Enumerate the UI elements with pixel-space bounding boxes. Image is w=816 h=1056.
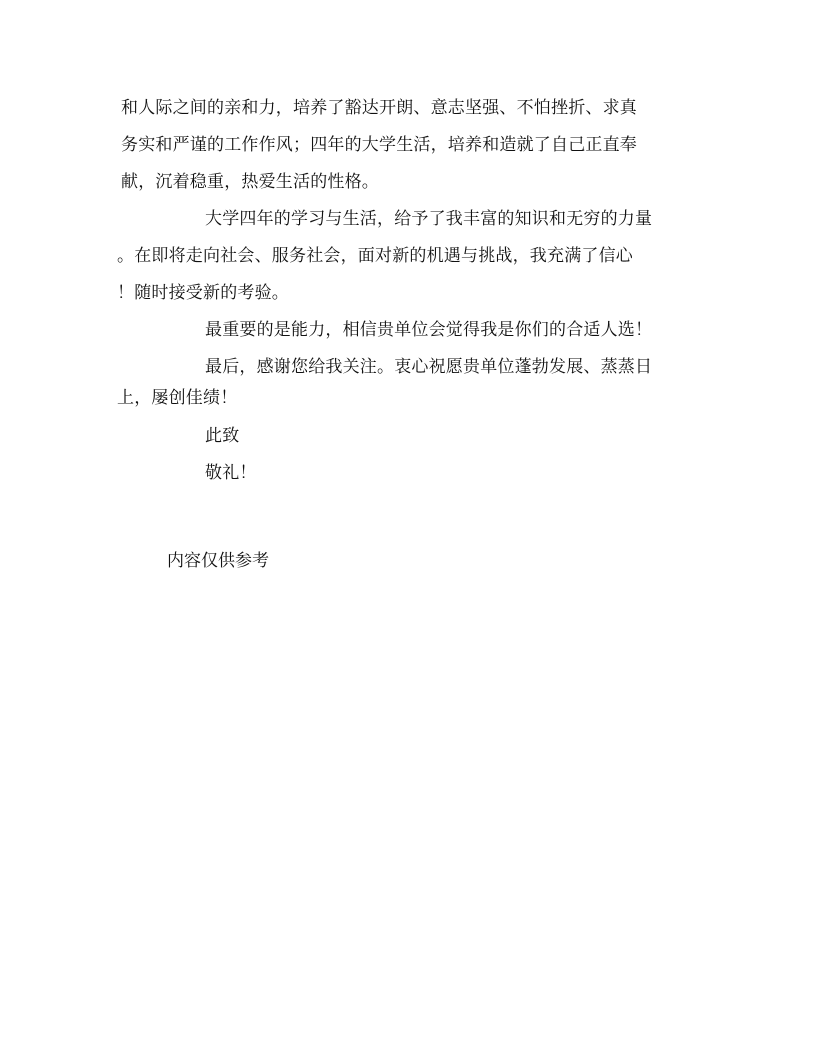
paragraph-line-4: 大学四年的学习与生活，给予了我丰富的知识和无穷的力量 (205, 209, 653, 229)
footer-note: 内容仅供参考 (167, 551, 269, 571)
paragraph-line-7: 最重要的是能力，相信贵单位会觉得我是你们的合适人选！ (205, 320, 653, 340)
closing-salutation: 此致 (205, 426, 240, 446)
paragraph-line-2: 务实和严谨的工作作风；四年的大学生活，培养和造就了自己正直奉 (121, 135, 637, 155)
paragraph-line-5: 。在即将走向社会、服务社会，面对新的机遇与挑战，我充满了信心 (117, 246, 633, 266)
paragraph-line-1: 和人际之间的亲和力，培养了豁达开朗、意志坚强、不怕挫折、求真 (121, 98, 637, 118)
paragraph-line-8: 最后，感谢您给我关注。衷心祝愿贵单位蓬勃发展、蒸蒸日 (205, 357, 653, 377)
paragraph-line-9: 上，屡创佳绩！ (117, 388, 238, 408)
closing-regards: 敬礼！ (205, 463, 257, 483)
paragraph-line-6: ！随时接受新的考验。 (117, 283, 289, 303)
paragraph-line-3: 献，沉着稳重，热爱生活的性格。 (121, 172, 379, 192)
